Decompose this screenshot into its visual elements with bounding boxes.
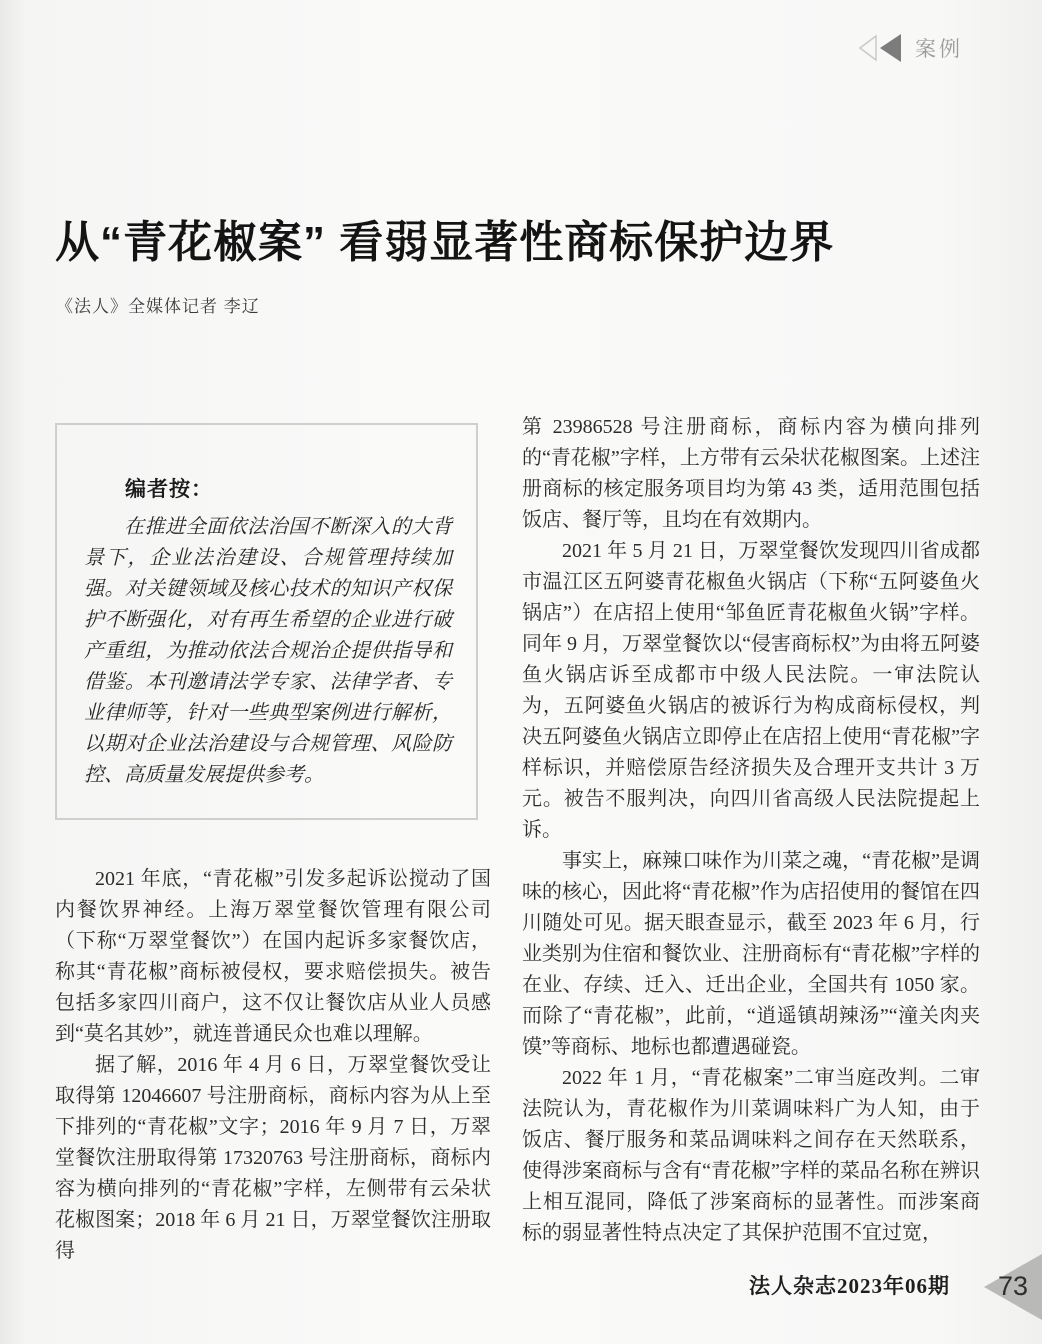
article-title: 从“青花椒案” 看弱显著性商标保护边界 [55,218,835,268]
category-tag [857,33,963,63]
page-number: 73 [997,1271,1029,1301]
paragraph: 事实上，麻辣口味作为川菜之魂，“青花椒”是调味的核心，因此将“青花椒”作为店招使用的餐馆在四川随处可见。据天眼查显示，截至 2023 年 6 月，行业类别为住宿和餐饮业、注册商标有“青花椒”字样的在业、存续、迁入、迁出企业，全国共有 1050 家。而除了“青花椒”，此前，“逍遥镇胡辣汤”“潼关肉夹馍”等商标、地标也都遭遇碰瓷。 [522,850,980,1058]
paragraph: 2021 年 5 月 21 日，万翠堂餐饮发现四川省成都市温江区五阿婆青花椒鱼火锅店（下称“五阿婆鱼火锅店”）在店招上使用“邹鱼匠青花椒鱼火锅”字样。同年 9 月，万翠堂餐饮以“侵害商标权”为由将五阿婆鱼火锅店诉至成都市中级人民法院。一审法院认为，五阿婆鱼火锅店的被诉行为构成商标侵权，判决五阿婆鱼火锅店立即停止在店招上使用“青花椒”字样标识，并赔偿原告经济损失及合理开支共计 3 万元。被告不服判决，向四川省高级人民法院提起上诉。 [522,540,980,841]
paragraph: 2022 年 1 月，“青花椒案”二审当庭改判。二审法院认为，青花椒作为川菜调味料广为人知，由于饭店、餐厅服务和菜品调味料之间存在天然联系，使得涉案商标与含有“青花椒”字样的菜品名称在辨识上相互混同，降低了涉案商标的显著性。而涉案商标的弱显著性特点决定了其保护范围不宜过宽， [522,1067,980,1244]
category-label: 案例 [915,38,963,61]
paragraph: 2021 年底，“青花椒”引发多起诉讼搅动了国内餐饮界神经。上海万翠堂餐饮管理有限公司（下称“万翠堂餐饮”）在国内起诉多家餐饮店，称其“青花椒”商标被侵权，要求赔偿损失。被告包括多家四川商户，这不仅让餐饮店从业人员感到“莫名其妙”，就连普通民众也难以理解。 [55,868,491,1045]
left-column [55,864,491,1267]
paragraph: 据了解，2016 年 4 月 6 日，万翠堂餐饮受让取得第 12046607 号注册商标，商标内容为从上至下排列的“青花椒”文字；2016 年 9 月 7 日，万翠堂餐饮注册取得第 17320763 号注册商标，商标内容为横向排列的“青花椒”字样，左侧带有云朵状花椒图案；2018 年 6 月 21 日，万翠堂餐饮注册取得 [55,1054,491,1262]
editor-note-heading: 编者按： [125,478,213,501]
article-byline: 《法人》全媒体记者 李辽 [56,297,260,316]
left-triangles-icon [857,33,903,63]
paragraph: 第 23986528 号注册商标，商标内容为横向排列的“青花椒”字样，上方带有云朵状花椒图案。上述注册商标的核定服务项目均为第 43 类，适用范围包括饭店、餐厅等，且均在有效期内。 [522,416,980,531]
editor-note-box [55,423,478,820]
right-column [522,412,980,1249]
editor-note-body: 在推进全面依法治国不断深入的大背景下，企业法治建设、合规管理持续加强。对关键领域及核心技术的知识产权保护不断强化，对有再生希望的企业进行破产重组，为推动依法合规治企提供指导和借鉴。本刊邀请法学专家、法律学者、专业律师等，针对一些典型案例进行解析，以期对企业法治建设与合规管理、风险防控、高质量发展提供参考。 [84,516,452,786]
magazine-issue: 法人杂志2023年06期 [749,1274,950,1298]
